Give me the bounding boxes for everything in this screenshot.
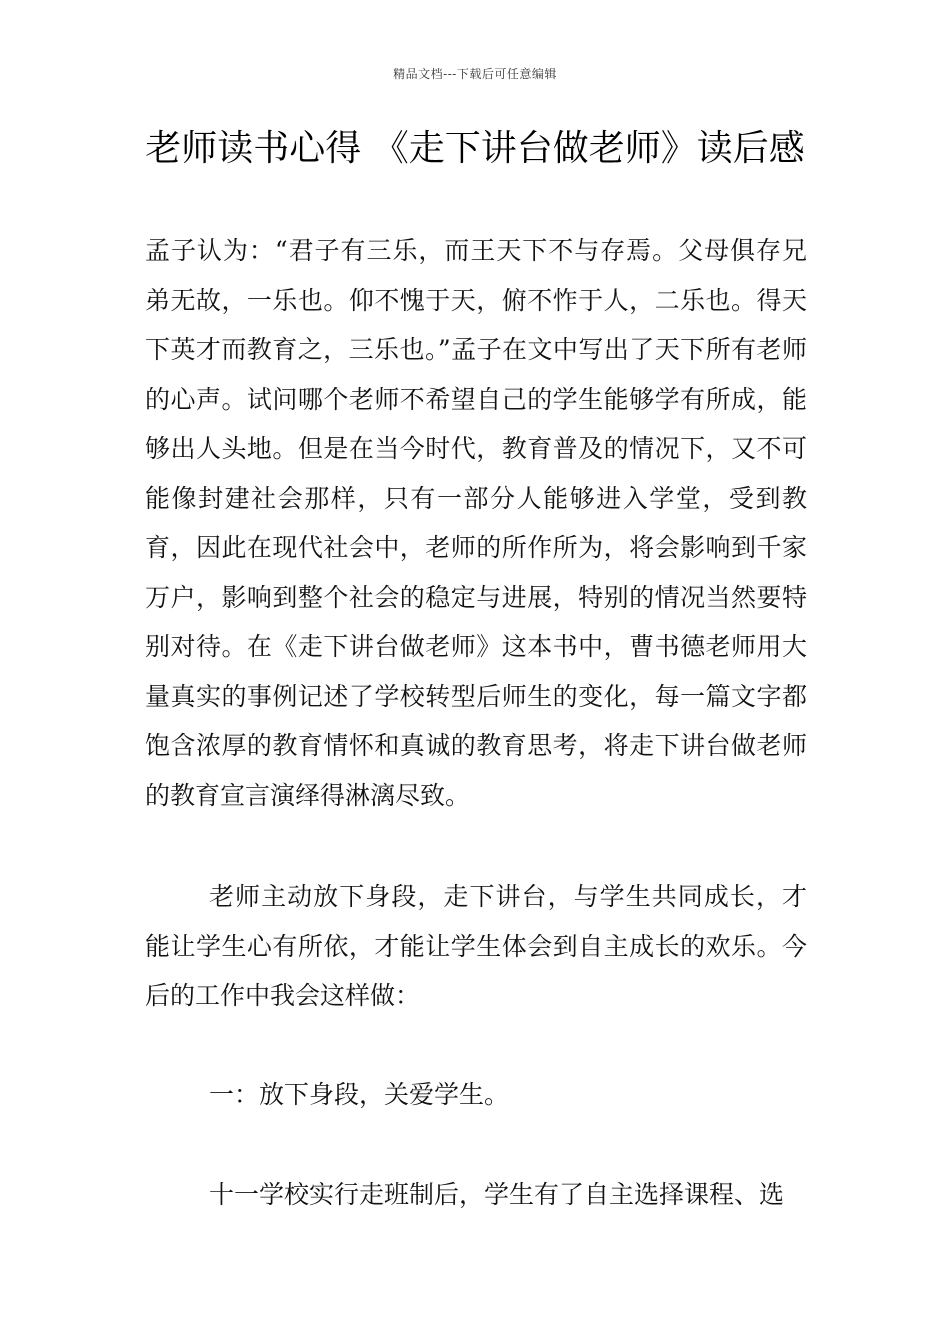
paragraph-point-one: 一：放下身段，关爱学生。: [209, 1080, 510, 1109]
paragraph-reflection: 老师主动放下身段，走下讲台，与学生共同成长，才能让学生心有所依，才能让学生体会到自主成长的欢乐。今后的工作中我会这样做：: [145, 882, 807, 1010]
document-title: 老师读书心得 《走下讲台做老师》读后感: [145, 128, 805, 169]
paragraph-intro: 孟子认为：“君子有三乐，而王天下不与存焉。父母俱存兄弟无故，一乐也。仰不愧于天，俯不怍于人，二乐也。得天下英才而教育之，三乐也。”孟子在文中写出了天下所有老师的心声。试问哪个老师不希望自己的学生能够学有所成，能够出人头地。但是在当今时代，教育普及的情况下，又不可能像封建社会那样，只有一部分人能够进入学堂，受到教育，因此在现代社会中，老师的所作所为，将会影响到千家万户，影响到整个社会的稳定与进展，特别的情况当然要特别对待。在《走下讲台做老师》这本书中，曹书德老师用大量真实的事例记述了学校转型后师生的变化，每一篇文字都饱含浓厚的教育情怀和真诚的教育思考，将走下讲台做老师的教育宣言演绎得淋漓尽致。: [145, 236, 807, 810]
paragraph-school-example: 十一学校实行走班制后，学生有了自主选择课程、选: [209, 1180, 785, 1209]
header-note: 精品文档---下载后可任意编辑: [393, 67, 557, 81]
